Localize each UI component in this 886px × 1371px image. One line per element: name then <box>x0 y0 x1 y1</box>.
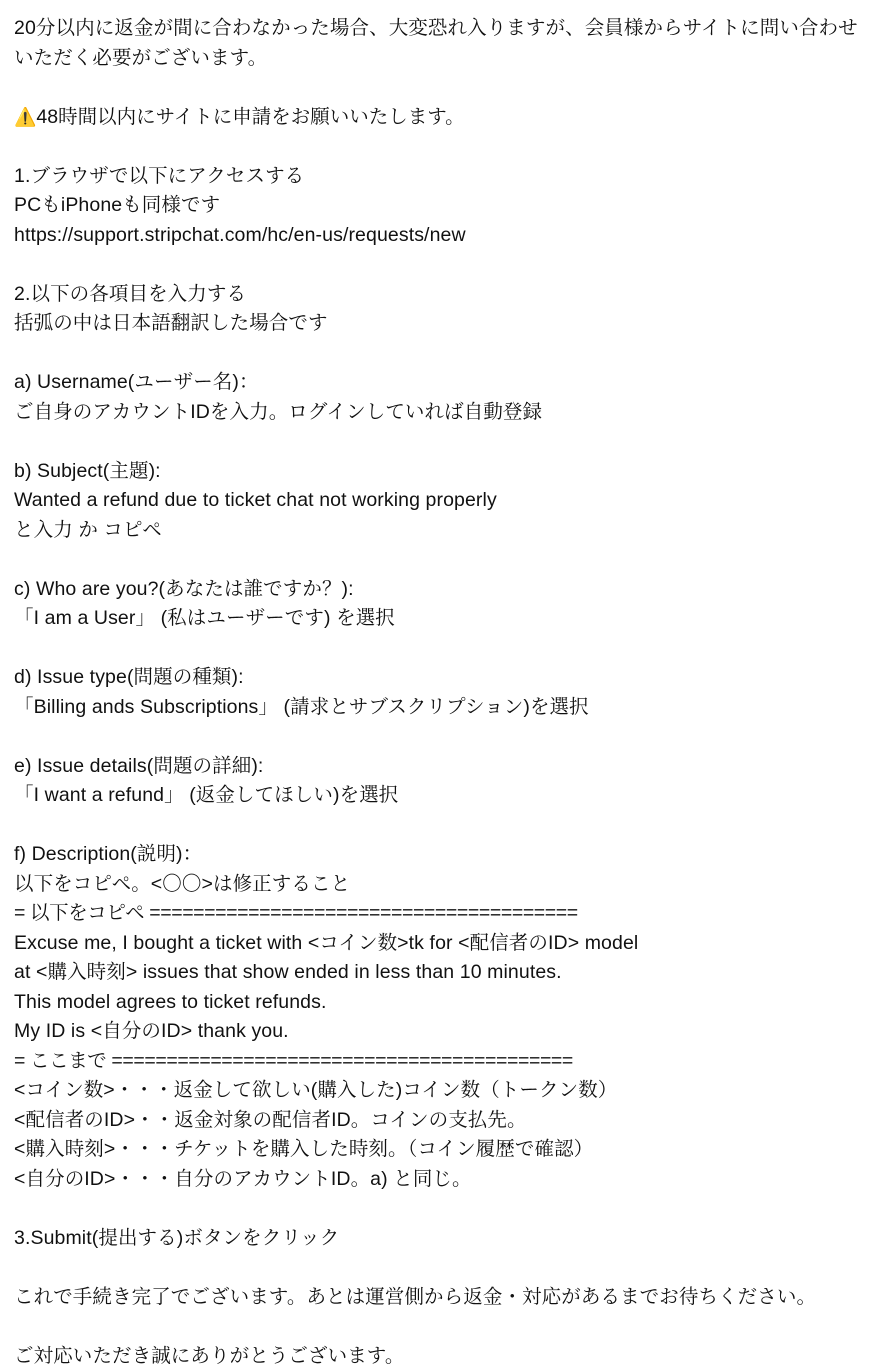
text-line: 1.ブラウザで以下にアクセスする <box>14 162 872 192</box>
text-line: e) Issue details(問題の詳細): <box>14 752 872 782</box>
text-line: 20分以内に返金が間に合わなかった場合、大変恐れ入りますが、会員様からサイトに問い合わせいただく必要がございます。 <box>14 14 872 73</box>
separator-line: = 以下をコピペ ======================================= <box>14 899 872 929</box>
paragraph-spacer <box>14 634 872 664</box>
text-line: a) Username(ユーザー名)： <box>14 368 872 398</box>
paragraph-spacer <box>14 545 872 575</box>
text-line: 「Billing ands Subscriptions」 (請求とサブスクリプション)を選択 <box>14 693 872 723</box>
text-line: Wanted a refund due to ticket chat not working properly <box>14 486 872 516</box>
document-content <box>14 14 872 1371</box>
text-line: d) Issue type(問題の種類): <box>14 663 872 693</box>
text-line: <配信者のID>・・返金対象の配信者ID。コインの支払先。 <box>14 1106 872 1136</box>
text-line: b) Subject(主題): <box>14 457 872 487</box>
paragraph-spacer <box>14 1312 872 1342</box>
text-line: 括弧の中は日本語翻訳した場合です <box>14 309 872 339</box>
paragraph-spacer <box>14 73 872 103</box>
text-line: <自分のID>・・・自分のアカウントID。a) と同じ。 <box>14 1165 872 1195</box>
separator-line: = ここまで ========================================== <box>14 1047 872 1077</box>
text-line: This model agrees to ticket refunds. <box>14 988 872 1018</box>
text-line: 「I am a User」 (私はユーザーです) を選択 <box>14 604 872 634</box>
text-line: c) Who are you?(あなたは誰ですか？): <box>14 575 872 605</box>
text-line: ご自身のアカウントIDを入力。ログインしていれば自動登録 <box>14 398 872 428</box>
warning-line <box>14 103 872 133</box>
paragraph-spacer <box>14 722 872 752</box>
text-line: at <購入時刻> issues that show ended in less than 10 minutes. <box>14 958 872 988</box>
paragraph-spacer <box>14 1194 872 1224</box>
paragraph-spacer <box>14 339 872 369</box>
paragraph-spacer <box>14 250 872 280</box>
text-line: 「I want a refund」 (返金してほしい)を選択 <box>14 781 872 811</box>
text-line: 以下をコピペ。<〇〇>は修正すること <box>14 870 872 900</box>
text-line: と入力 か コピペ <box>14 516 872 546</box>
text-line: 2.以下の各項目を入力する <box>14 280 872 310</box>
text-line: ご対応いただき誠にありがとうございます。 <box>14 1342 872 1371</box>
warning-icon: ⚠️ <box>14 107 36 127</box>
paragraph-spacer <box>14 132 872 162</box>
text-line: Excuse me, I bought a ticket with <コイン数>tk for <配信者のID> model <box>14 929 872 959</box>
warning-text: 48時間以内にサイトに申請をお願いいたします。 <box>36 106 464 128</box>
text-line: 3.Submit(提出する)ボタンをクリック <box>14 1224 872 1254</box>
paragraph-spacer <box>14 1253 872 1283</box>
text-line: My ID is <自分のID> thank you. <box>14 1017 872 1047</box>
text-line: <コイン数>・・・返金して欲しい(購入した)コイン数（トークン数） <box>14 1076 872 1106</box>
text-line: <購入時刻>・・・チケットを購入した時刻。（コイン履歴で確認） <box>14 1135 872 1165</box>
paragraph-spacer <box>14 811 872 841</box>
text-line: これで手続き完了でございます。あとは運営側から返金・対応があるまでお待ちください。 <box>14 1283 872 1313</box>
paragraph-spacer <box>14 427 872 457</box>
support-url[interactable]: https://support.stripchat.com/hc/en-us/requests/new <box>14 221 872 251</box>
text-line: f) Description(説明)： <box>14 840 872 870</box>
text-line: PCもiPhoneも同様です <box>14 191 872 221</box>
